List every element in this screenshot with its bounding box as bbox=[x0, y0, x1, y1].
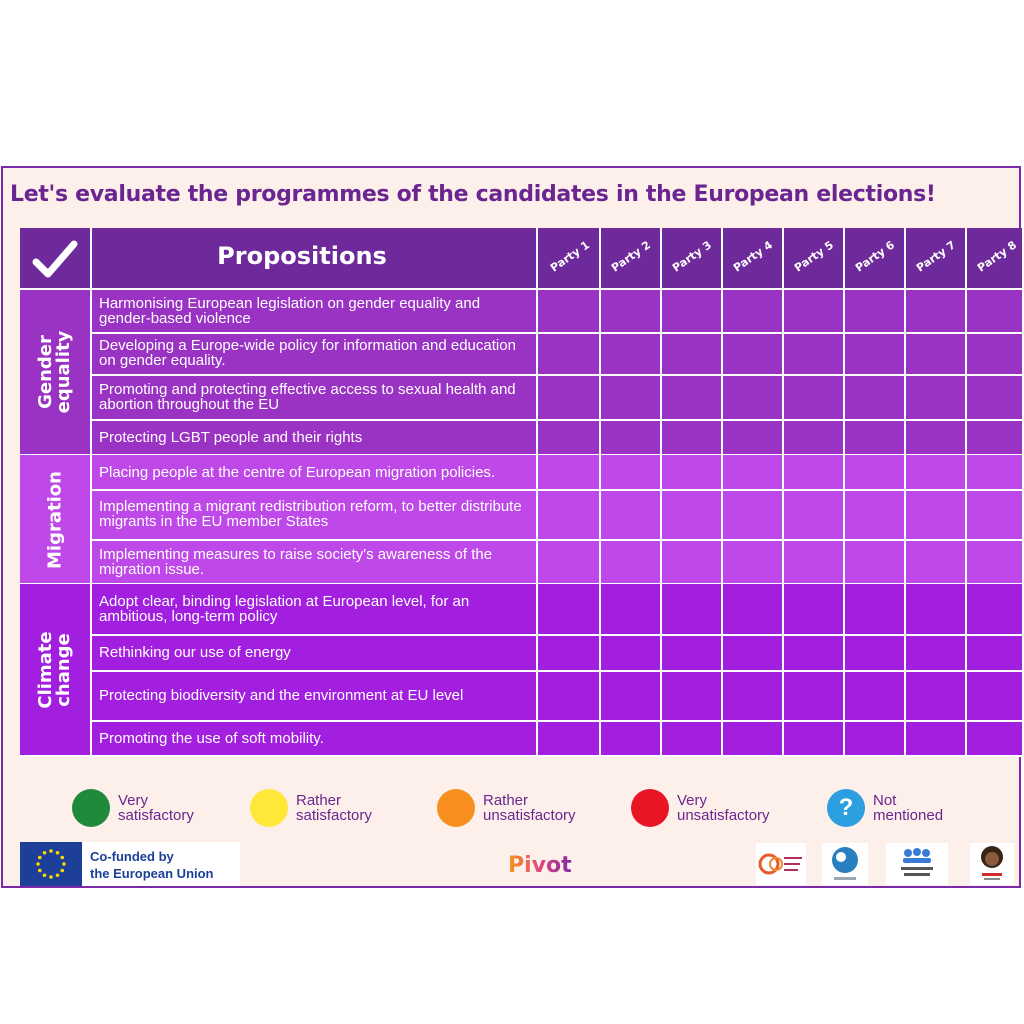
rating-cell[interactable] bbox=[784, 457, 843, 489]
rating-cell[interactable] bbox=[540, 722, 599, 756]
legend-item bbox=[631, 789, 770, 827]
rating-cell[interactable] bbox=[784, 491, 843, 539]
pivot-logo bbox=[508, 850, 578, 880]
proposition-text: Placing people at the centre of European migration policies. bbox=[99, 463, 496, 481]
pivot-logo-text: Pivot bbox=[508, 852, 572, 878]
proposition-text: Implementing measures to raise society's awareness of the migration issue. bbox=[99, 545, 493, 578]
rating-cell[interactable] bbox=[845, 491, 904, 539]
legend-label-line2: satisfactory bbox=[118, 807, 194, 824]
proposition-text: Adopt clear, binding legislation at European level, for an ambitious, long-term policy bbox=[99, 593, 470, 625]
rating-cell[interactable] bbox=[723, 376, 782, 419]
rating-cell[interactable] bbox=[723, 491, 782, 539]
rating-cell[interactable] bbox=[540, 457, 599, 489]
rating-cell[interactable] bbox=[906, 722, 965, 756]
category-label-line2: equality bbox=[53, 330, 74, 414]
rating-cell[interactable] bbox=[845, 541, 904, 584]
column-divider bbox=[965, 228, 967, 756]
rating-cell[interactable] bbox=[662, 291, 721, 332]
rating-cell[interactable] bbox=[723, 636, 782, 670]
question-mark-icon: ? bbox=[827, 789, 865, 827]
rating-cell[interactable] bbox=[601, 541, 660, 584]
page-title: Let's evaluate the programmes of the candidates in the European elections! bbox=[10, 181, 936, 207]
rating-cell[interactable] bbox=[662, 376, 721, 419]
rating-cell[interactable] bbox=[967, 672, 1024, 720]
rating-cell[interactable] bbox=[784, 376, 843, 419]
column-divider bbox=[660, 228, 662, 756]
legend-label-line1: Rather bbox=[296, 792, 342, 809]
column-divider bbox=[90, 228, 92, 756]
legend-label bbox=[296, 793, 372, 823]
eu-cofunded-line2: the European Union bbox=[90, 866, 214, 881]
legend-dot-icon bbox=[72, 789, 110, 827]
propositions-header: Propositions bbox=[217, 242, 387, 270]
rating-cell[interactable] bbox=[723, 291, 782, 332]
rating-cell[interactable] bbox=[906, 541, 965, 584]
proposition-text: Promoting and protecting effective access to sexual health and abortion throughout the EU bbox=[99, 380, 516, 413]
legend-label-line1: Rather bbox=[483, 792, 529, 809]
rating-cell[interactable] bbox=[723, 541, 782, 584]
column-divider bbox=[904, 228, 906, 756]
rating-cell[interactable] bbox=[906, 421, 965, 455]
party-header-8: Party 8 bbox=[975, 238, 1019, 275]
legend-label bbox=[677, 793, 770, 823]
legend-label-line2: mentioned bbox=[873, 807, 944, 824]
rating-cell[interactable] bbox=[784, 541, 843, 584]
eu-cofunded-line1: Co-funded by bbox=[90, 849, 174, 864]
party-header-3: Party 3 bbox=[670, 238, 714, 275]
rating-cell[interactable] bbox=[845, 291, 904, 332]
legend-label-line1: Very bbox=[118, 792, 149, 809]
rating-cell[interactable] bbox=[540, 636, 599, 670]
rating-cell[interactable] bbox=[723, 722, 782, 756]
rating-cell[interactable] bbox=[967, 421, 1024, 455]
partner-logo-2 bbox=[822, 843, 868, 885]
category-label-cell bbox=[20, 584, 90, 756]
rating-cell[interactable] bbox=[662, 421, 721, 455]
proposition-text: Implementing a migrant redistribution reform, to better distribute migrants in the EU member States bbox=[99, 498, 522, 530]
column-divider bbox=[536, 228, 538, 756]
evaluation-grid bbox=[20, 228, 1022, 779]
category-label-line1: Climate bbox=[35, 631, 56, 709]
legend-dot-icon bbox=[250, 789, 288, 827]
rating-cell[interactable] bbox=[723, 586, 782, 634]
legend-label bbox=[483, 793, 576, 823]
rating-cell[interactable] bbox=[906, 334, 965, 374]
rating-cell[interactable] bbox=[662, 541, 721, 584]
rating-cell[interactable] bbox=[784, 636, 843, 670]
party-header-6: Party 6 bbox=[853, 238, 897, 275]
rating-cell[interactable] bbox=[845, 636, 904, 670]
rating-cell[interactable] bbox=[540, 376, 599, 419]
rating-cell[interactable] bbox=[662, 334, 721, 374]
rating-cell[interactable] bbox=[906, 457, 965, 489]
eu-flag-icon bbox=[20, 842, 82, 886]
row-divider bbox=[92, 634, 1022, 636]
partner-logo-4 bbox=[970, 843, 1014, 885]
rating-cell[interactable] bbox=[845, 722, 904, 756]
proposition-text: Rethinking our use of energy bbox=[99, 643, 291, 661]
category-label bbox=[46, 455, 64, 584]
row-divider bbox=[92, 670, 1022, 672]
rating-cell[interactable] bbox=[967, 636, 1024, 670]
legend-dot-icon bbox=[437, 789, 475, 827]
rating-cell[interactable] bbox=[540, 421, 599, 455]
column-divider bbox=[721, 228, 723, 756]
column-divider bbox=[782, 228, 784, 756]
rating-cell[interactable] bbox=[540, 291, 599, 332]
rating-cell[interactable] bbox=[967, 722, 1024, 756]
rating-cell[interactable] bbox=[906, 672, 965, 720]
row-divider bbox=[92, 720, 1022, 722]
rating-cell[interactable] bbox=[967, 291, 1024, 332]
rating-cell[interactable] bbox=[662, 636, 721, 670]
rating-cell[interactable] bbox=[845, 586, 904, 634]
rating-cell[interactable] bbox=[845, 334, 904, 374]
rating-cell[interactable] bbox=[845, 376, 904, 419]
proposition-text: Harmonising European legislation on gender equality and gender-based violence bbox=[99, 294, 481, 327]
row-divider bbox=[92, 489, 1022, 491]
rating-cell[interactable] bbox=[540, 672, 599, 720]
category-label bbox=[37, 289, 73, 455]
rating-cell[interactable] bbox=[540, 491, 599, 539]
category-label-cell bbox=[20, 455, 90, 584]
rating-cell[interactable] bbox=[845, 421, 904, 455]
category-label-line2: change bbox=[53, 633, 74, 707]
rating-cell[interactable] bbox=[601, 672, 660, 720]
rating-cell[interactable] bbox=[601, 376, 660, 419]
rating-cell[interactable] bbox=[906, 586, 965, 634]
rating-cell[interactable] bbox=[967, 457, 1024, 489]
rating-cell[interactable] bbox=[662, 586, 721, 634]
rating-cell[interactable] bbox=[845, 457, 904, 489]
legend-item bbox=[250, 789, 372, 827]
rating-cell[interactable] bbox=[540, 586, 599, 634]
row-divider bbox=[92, 374, 1022, 376]
category-label bbox=[37, 584, 73, 756]
column-divider bbox=[599, 228, 601, 756]
party-header-5: Party 5 bbox=[792, 238, 836, 275]
category-label-cell bbox=[20, 289, 90, 455]
rating-cell[interactable] bbox=[662, 491, 721, 539]
rating-cell[interactable] bbox=[540, 541, 599, 584]
rating-cell[interactable] bbox=[784, 291, 843, 332]
category-divider bbox=[20, 755, 1022, 757]
rating-cell[interactable] bbox=[784, 334, 843, 374]
rating-cell[interactable] bbox=[601, 421, 660, 455]
rating-cell[interactable] bbox=[662, 722, 721, 756]
proposition-text: Protecting LGBT people and their rights bbox=[99, 428, 363, 446]
rating-cell[interactable] bbox=[601, 636, 660, 670]
proposition-text: Developing a Europe-wide policy for information and education on gender equality. bbox=[99, 337, 516, 369]
rating-cell[interactable] bbox=[723, 334, 782, 374]
rating-cell[interactable] bbox=[906, 291, 965, 332]
category-label-line1: Gender bbox=[35, 335, 56, 409]
rating-cell[interactable] bbox=[723, 457, 782, 489]
legend-label-line1: Not bbox=[873, 792, 897, 809]
rating-cell[interactable] bbox=[784, 421, 843, 455]
rating-cell[interactable] bbox=[967, 491, 1024, 539]
rating-cell[interactable] bbox=[723, 672, 782, 720]
party-header-4: Party 4 bbox=[731, 238, 775, 275]
rating-cell[interactable] bbox=[967, 586, 1024, 634]
rating-cell[interactable] bbox=[967, 541, 1024, 584]
rating-cell[interactable] bbox=[601, 291, 660, 332]
partner-logo-3 bbox=[886, 843, 948, 885]
partner-logo-1 bbox=[756, 843, 806, 885]
rating-cell[interactable] bbox=[540, 334, 599, 374]
legend-label-line1: Very bbox=[677, 792, 708, 809]
rating-cell[interactable] bbox=[601, 722, 660, 756]
rating-cell[interactable] bbox=[906, 376, 965, 419]
eu-logo bbox=[20, 842, 240, 886]
legend-label-line2: unsatisfactory bbox=[677, 807, 770, 824]
party-header-1: Party 1 bbox=[548, 238, 592, 275]
rating-cell[interactable] bbox=[967, 376, 1024, 419]
rating-cell[interactable] bbox=[967, 334, 1024, 374]
proposition-text: Promoting the use of soft mobility. bbox=[99, 729, 324, 747]
row-divider bbox=[92, 419, 1022, 421]
rating-cell[interactable] bbox=[662, 457, 721, 489]
category-label-line1: Migration bbox=[44, 470, 65, 569]
legend-item bbox=[827, 789, 943, 827]
rating-cell[interactable] bbox=[662, 672, 721, 720]
rating-cell[interactable] bbox=[784, 586, 843, 634]
column-divider bbox=[843, 228, 845, 756]
legend-label bbox=[873, 793, 943, 823]
rating-cell[interactable] bbox=[906, 636, 965, 670]
party-header-2: Party 2 bbox=[609, 238, 653, 275]
rating-cell[interactable] bbox=[906, 491, 965, 539]
rating-cell[interactable] bbox=[601, 491, 660, 539]
legend-label-line2: unsatisfactory bbox=[483, 807, 576, 824]
rating-cell[interactable] bbox=[601, 334, 660, 374]
legend-item bbox=[437, 789, 576, 827]
rating-cell[interactable] bbox=[723, 421, 782, 455]
row-divider bbox=[92, 332, 1022, 334]
proposition-text: Protecting biodiversity and the environment at EU level bbox=[99, 686, 464, 704]
rating-cell[interactable] bbox=[784, 722, 843, 756]
header-divider bbox=[20, 288, 1022, 290]
legend-item bbox=[72, 789, 194, 827]
legend-label-line2: satisfactory bbox=[296, 807, 372, 824]
rating-cell[interactable] bbox=[784, 672, 843, 720]
row-divider bbox=[92, 539, 1022, 541]
checkmark-icon bbox=[30, 240, 82, 280]
rating-cell[interactable] bbox=[845, 672, 904, 720]
legend-dot-icon bbox=[631, 789, 669, 827]
party-header-7: Party 7 bbox=[914, 238, 958, 275]
rating-cell[interactable] bbox=[601, 457, 660, 489]
rating-cell[interactable] bbox=[601, 586, 660, 634]
legend-label bbox=[118, 793, 194, 823]
